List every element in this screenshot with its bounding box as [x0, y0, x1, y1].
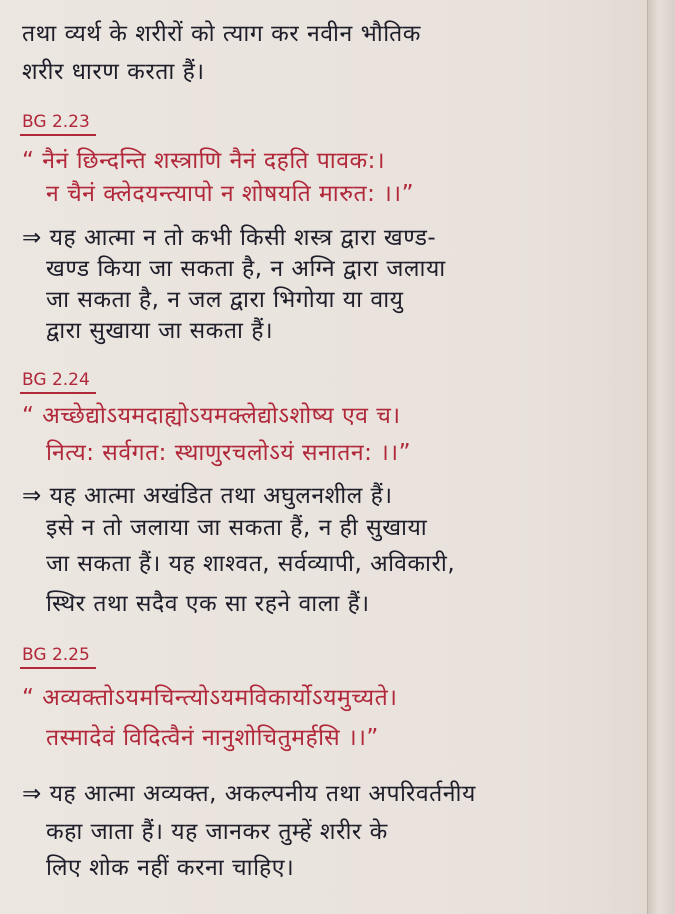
sanskrit-line: “ नैनं छिन्दन्ति शस्त्राणि नैनं दहति पावक:। [22, 148, 386, 174]
meaning-line: लिए शोक नहीं करना चाहिए। [46, 855, 295, 881]
sanskrit-line: “ अव्यक्तोऽयमचिन्त्योऽयमविकार्योऽयमुच्यते। [22, 685, 398, 711]
sanskrit-line: नित्य: सर्वगत: स्थाणुरचलोऽयं सनातन: ।।” [46, 440, 412, 466]
meaning-line: जा सकता है, न जल द्वारा भिगोया या वायु [46, 287, 404, 313]
sanskrit-line: तस्मादेवं विदित्वैनं नानुशोचितुमर्हसि ।।” [46, 725, 379, 751]
meaning-line: ⇒ यह आत्मा अव्यक्त, अकल्पनीय तथा अपरिवर्तनीय [22, 781, 476, 807]
meaning-line: इसे न तो जलाया जा सकता हैं, न ही सुखाया [46, 515, 428, 541]
sanskrit-line: “ अच्छेद्योऽयमदाह्योऽयमक्लेद्योऽशोष्य एव च। [22, 403, 401, 429]
sanskrit-line: न चैनं क्लेदयन्त्यापो न शोषयति मारुत: ।।” [46, 181, 415, 207]
meaning-line: जा सकता हैं। यह शाश्वत, सर्वव्यापी, अविकारी, [46, 551, 456, 577]
verse-reference: BG 2.25 [20, 645, 96, 669]
meaning-line: स्थिर तथा सदैव एक सा रहने वाला हैं। [46, 591, 370, 617]
intro-line-2: शरीर धारण करता हैं। [22, 59, 205, 85]
meaning-line: द्वारा सुखाया जा सकता हैं। [46, 318, 274, 344]
page-edge [647, 0, 675, 914]
intro-line-1: तथा व्यर्थ के शरीरों को त्याग कर नवीन भौतिक [22, 21, 421, 47]
verse-reference: BG 2.23 [20, 112, 96, 136]
verse-reference: BG 2.24 [20, 370, 96, 394]
meaning-line: खण्ड किया जा सकता है, न अग्नि द्वारा जलाया [46, 256, 446, 282]
meaning-line: कहा जाता हैं। यह जानकर तुम्हें शरीर के [46, 819, 388, 845]
meaning-line: ⇒ यह आत्मा न तो कभी किसी शस्त्र द्वारा खण्ड- [22, 225, 437, 251]
meaning-line: ⇒ यह आत्मा अखंडित तथा अघुलनशील हैं। [22, 483, 393, 509]
